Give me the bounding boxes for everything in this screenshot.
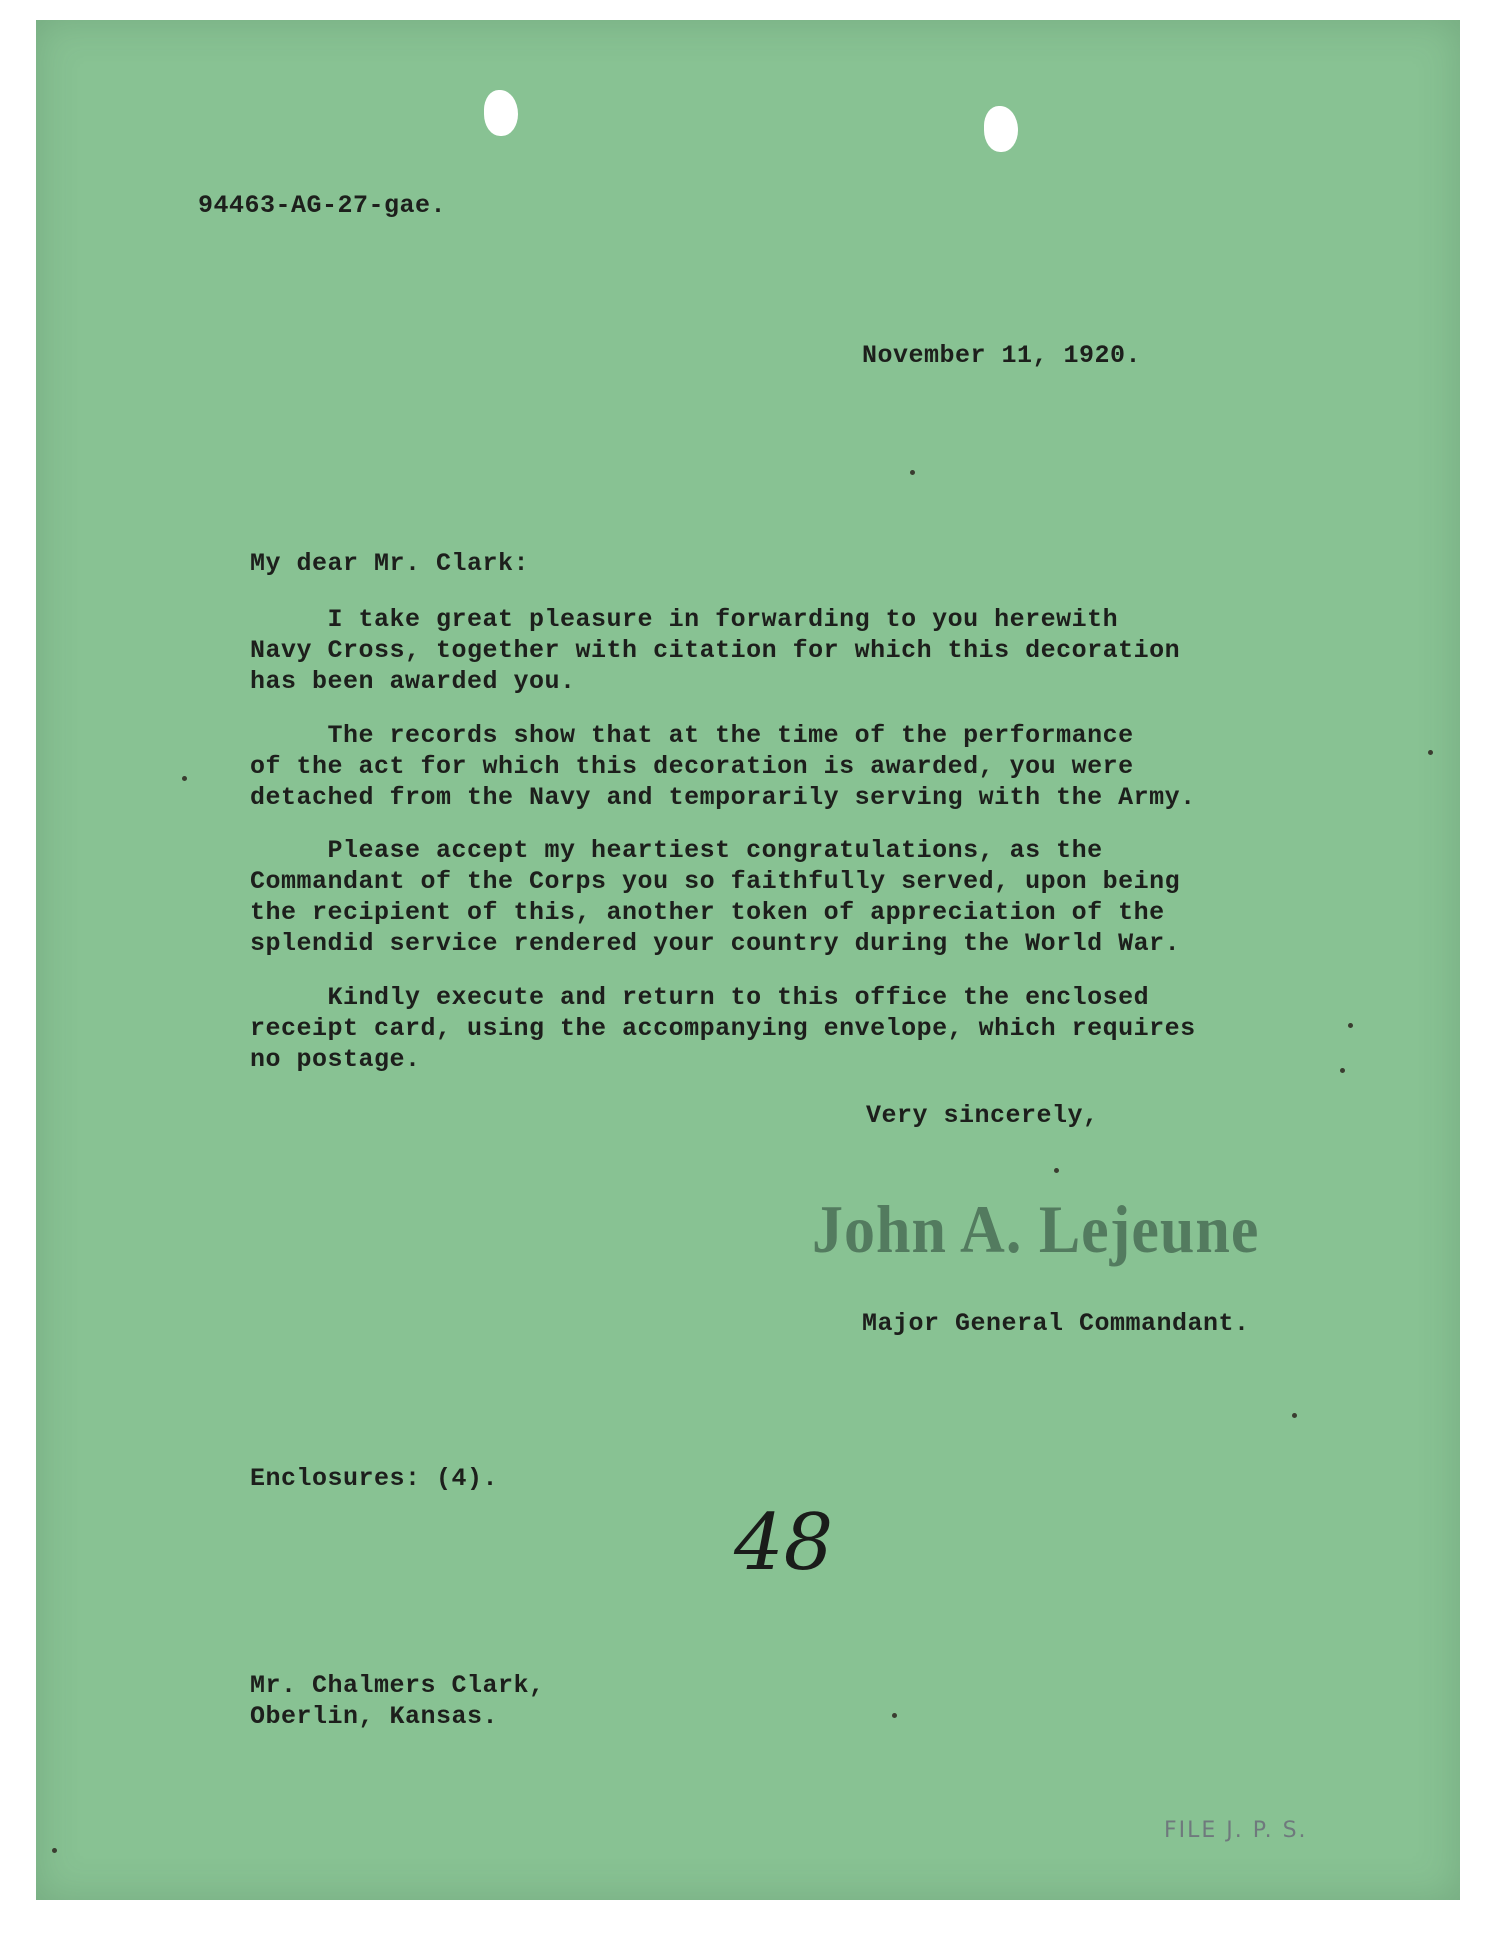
paragraph-line: Please accept my heartiest congratulations, as the <box>250 836 1103 865</box>
paper-speck <box>1054 1168 1059 1173</box>
file-number: 94463-AG-27-gae. <box>198 191 447 220</box>
paper-speck <box>52 1848 57 1853</box>
signer-title: Major General Commandant. <box>862 1309 1250 1338</box>
paragraph-line: receipt card, using the accompanying envelope, which requires <box>250 1014 1196 1043</box>
punch-hole-left <box>484 90 518 136</box>
paper-speck <box>182 776 187 781</box>
paper-speck <box>1292 1413 1297 1418</box>
addressee-location: Oberlin, Kansas. <box>250 1702 499 1731</box>
paragraph-line: I take great pleasure in forwarding to you herewith <box>250 605 1119 634</box>
paper-speck <box>1428 750 1433 755</box>
punch-hole-right <box>984 106 1018 152</box>
paragraph-line: The records show that at the time of the performance <box>250 721 1134 750</box>
letter-date: November 11, 1920. <box>862 341 1142 370</box>
signature-stamp: John A. Lejeune <box>812 1192 1260 1268</box>
paragraph-line: of the act for which this decoration is awarded, you were <box>250 752 1134 781</box>
enclosures: Enclosures: (4). <box>250 1464 499 1493</box>
file-stamp: FILE J. P. S. <box>1164 1818 1308 1843</box>
salutation: My dear Mr. Clark: <box>250 549 530 578</box>
addressee-name: Mr. Chalmers Clark, <box>250 1671 545 1700</box>
paragraph-line: splendid service rendered your country during the World War. <box>250 929 1181 958</box>
paper-speck <box>1348 1023 1353 1028</box>
handwritten-number: 48 <box>734 1498 834 1588</box>
paper-speck <box>1340 1068 1345 1073</box>
paragraph-line: no postage. <box>250 1045 421 1074</box>
paper-speck <box>910 470 915 475</box>
paragraph-line: has been awarded you. <box>250 667 576 696</box>
paragraph-line: Commandant of the Corps you so faithfully served, upon being <box>250 867 1181 896</box>
closing: Very sincerely, <box>866 1101 1099 1130</box>
paragraph-line: Kindly execute and return to this office the enclosed <box>250 983 1150 1012</box>
paragraph-line: the recipient of this, another token of appreciation of the <box>250 898 1165 927</box>
paragraph-line: Navy Cross, together with citation for which this decoration <box>250 636 1181 665</box>
paper-speck <box>892 1713 897 1718</box>
letter-sheet <box>36 20 1460 1900</box>
paragraph-line: detached from the Navy and temporarily serving with the Army. <box>250 783 1196 812</box>
